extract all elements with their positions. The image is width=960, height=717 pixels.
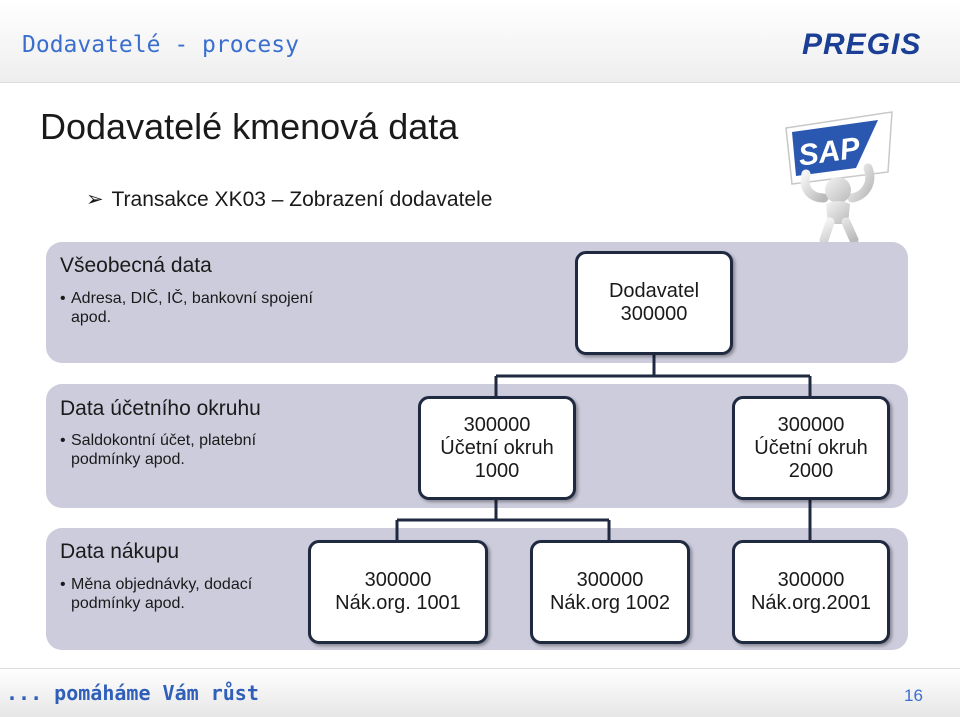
company-code-node — [732, 396, 890, 500]
panel-description — [60, 575, 320, 613]
node-line: 1000 — [474, 459, 520, 482]
purchasing-org-node — [530, 540, 690, 644]
node-line: Účetní okruh — [754, 436, 868, 459]
sap-figure-icon — [776, 110, 906, 242]
panel-description — [60, 431, 320, 469]
pregis-logo: PREGIS — [802, 28, 922, 61]
panel-description-text: Saldokontní účet, platební podmínky apod. — [71, 432, 257, 468]
panel-title: Data nákupu — [60, 540, 180, 563]
purchasing-org-node — [732, 540, 890, 644]
node-line: Účetní okruh — [440, 436, 554, 459]
panel-title: Data účetního okruhu — [60, 397, 261, 420]
node-line: Nák.org.2001 — [750, 592, 872, 614]
vendor-node — [575, 251, 733, 355]
node-line: 300000 — [777, 413, 845, 436]
footer-slogan: ... pomáháme Vám růst — [6, 681, 259, 705]
purchasing-org-node — [308, 540, 488, 644]
bullet-dot-icon: • — [60, 290, 66, 307]
page-number: 16 — [904, 686, 923, 705]
sap-sign-text: SAP — [796, 131, 863, 173]
company-code-node — [418, 396, 576, 500]
bullet-dot-icon: • — [60, 432, 66, 449]
transaction-bullet — [86, 187, 492, 212]
node-line: 300000 — [576, 569, 644, 591]
panel-title: Všeobecná data — [60, 254, 212, 277]
node-line: Nák.org 1002 — [549, 592, 671, 614]
transaction-text: Transakce XK03 – Zobrazení dodavatele — [111, 188, 493, 211]
node-line: 300000 — [463, 413, 531, 436]
node-line: Nák.org. 1001 — [335, 592, 461, 614]
panel-description-text: Měna objednávky, dodací podmínky apod. — [71, 576, 253, 612]
slide-title: Dodavatelé kmenová data — [40, 106, 459, 147]
node-line: 2000 — [788, 459, 834, 482]
node-line: 300000 — [777, 569, 845, 591]
node-line: 300000 — [364, 569, 432, 591]
bullet-dot-icon: • — [60, 576, 66, 593]
panel-description-text: Adresa, DIČ, IČ, bankovní spojení apod. — [71, 290, 313, 326]
slide-header — [0, 0, 960, 83]
slide-footer — [0, 668, 960, 717]
arrow-bullet-icon: ➢ — [86, 188, 104, 211]
panel-general-data — [46, 242, 908, 363]
header-title: Dodavatelé - procesy — [22, 32, 299, 58]
node-line: Dodavatel — [608, 280, 700, 302]
node-line: 300000 — [620, 303, 688, 325]
panel-description — [60, 289, 320, 327]
